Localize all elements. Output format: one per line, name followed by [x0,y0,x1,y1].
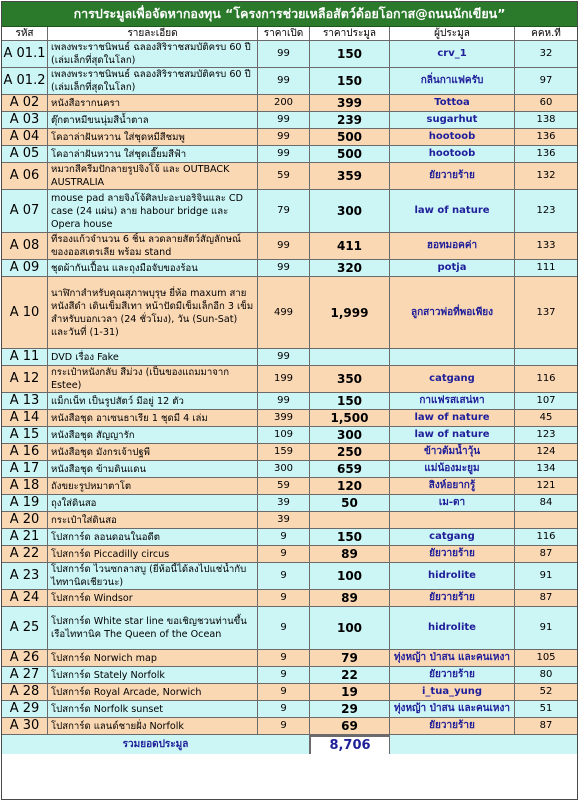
bidder-name: กาแฟรสเสน่หา [390,393,515,409]
header-comment-no: คคห.ที่ [531,27,561,39]
item-code: A 12 [2,366,48,392]
opening-price: 9 [258,529,310,545]
item-description-text: ตุ๊กตาหมีขนนุ่มสีน้ำตาล [51,114,149,126]
item-description-text: ถุงใส่ดินสอ [51,497,97,509]
item-code: A 14 [2,410,48,426]
sheet-title: การประมูลเพื่อจัดหากองทุน “โครงการช่วยเหลือสัตว์ด้อยโอกาส@ถนนนักเขียน” [2,2,577,27]
opening-price: 99 [258,41,310,67]
item-code: A 02 [2,95,48,111]
table-row [2,260,577,277]
item-description-text: แม็กเน็ท เป็นรูปสัตว์ มีอยู่ 12 ตัว [51,395,184,407]
opening-price: 499 [258,277,310,348]
item-description-text: โปสการ์ด White star line ขอเชิญชวนท่านขึ้นเรือไททานิค The Queen of the Ocean [51,616,247,640]
item-description-text: โปสการ์ด Norwich map [51,652,157,664]
table-row [2,444,577,461]
bid-price: 89 [310,546,390,562]
bidder-name: ยัยวายร้าย [390,163,515,189]
item-code: A 23 [2,563,48,589]
opening-price: 99 [258,68,310,94]
item-description-text: โปสการ์ด ลอนดอนในอดีต [51,531,160,543]
table-row [2,190,577,233]
bid-price: 1,500 [310,410,390,426]
opening-price: 9 [258,701,310,717]
comment-number: 91 [515,563,577,589]
bidder-name: ยัยวายร้าย [390,718,515,734]
item-description-text: ถังขยะรูปหมาตาโต [51,480,132,492]
bid-price: 399 [310,95,390,111]
item-description-text: ที่รองแก้วจำนวน 6 ชิ้น ลวดลายสัตว์สัญลักษณ์ของออสเตรเลีย พร้อม stand [51,234,241,258]
opening-price: 79 [258,190,310,232]
bid-price: 150 [310,529,390,545]
item-description [48,146,258,162]
comment-number: 60 [515,95,577,111]
comment-number [515,512,577,528]
item-description-text: หนังสือรากนครา [51,97,121,109]
item-description [48,233,258,259]
bidder-name: hootoob [390,146,515,162]
opening-price: 99 [258,129,310,145]
table-row [2,684,577,701]
item-code: A 20 [2,512,48,528]
bid-price: 411 [310,233,390,259]
item-description-text: โปสการ์ด Windsor [51,592,133,604]
item-code: A 30 [2,718,48,734]
opening-price: 159 [258,444,310,460]
table-row [2,410,577,427]
item-description [48,590,258,606]
opening-price: 9 [258,684,310,700]
comment-number: 137 [515,277,577,348]
comment-number: 134 [515,461,577,477]
comment-number: 45 [515,410,577,426]
item-description-text: โปสการ์ด Piccadilly circus [51,548,170,560]
table-row [2,512,577,529]
bid-price: 100 [310,607,390,649]
item-description-text: เพลงพระราชนิพนธ์ ฉลองสิริราชสมบัติครบ 60 ปี (เล่มเล็กที่สุดในโลก) [51,69,251,93]
item-description [48,68,258,94]
opening-price: 99 [258,233,310,259]
comment-number [515,349,577,365]
item-description-text: กระเป๋าใส่ดินสอ [51,514,117,526]
bidder-name: Tottoa [390,95,515,111]
table-row [2,129,577,146]
comment-number: 32 [515,41,577,67]
bid-price: 79 [310,650,390,666]
item-code: A 03 [2,112,48,128]
item-description [48,260,258,276]
item-description [48,277,258,348]
item-code: A 01.2 [2,68,48,94]
total-row [2,735,577,754]
bidder-name: ฮอทมอคค่า [390,233,515,259]
bid-price: 500 [310,146,390,162]
bid-price: 120 [310,478,390,494]
bid-price: 320 [310,260,390,276]
bid-price: 500 [310,129,390,145]
table-row [2,718,577,735]
item-code: A 06 [2,163,48,189]
opening-price: 200 [258,95,310,111]
item-description-text: นาฬิกาสำหรับคุณสุภาพบุรุษ ยี่ห้อ maxum สายหนังสีดำ เดินเข็มสีเทา หน้าปัดมีเข็มเล็กอีก 3 เข็มสำหรับบอกเวลา (24 ชั่วโมง), วัน (Sun-Sat) และวันที่ (1-31) [51,287,254,338]
bidder-name: ยัยวายร้าย [390,590,515,606]
bidder-name: กลิ่นกาแฟครับ [390,68,515,94]
bid-price: 1,999 [310,277,390,348]
auction-sheet [1,1,578,800]
opening-price: 59 [258,163,310,189]
item-description-text: หนังสือชุด สัญญารัก [51,429,135,441]
opening-price: 99 [258,393,310,409]
item-code: A 13 [2,393,48,409]
comment-number: 138 [515,112,577,128]
bidder-name: hootoob [390,129,515,145]
bid-price: 50 [310,495,390,511]
opening-price: 99 [258,146,310,162]
item-code: A 01.1 [2,41,48,67]
header-code: รหัส [2,27,48,40]
item-code: A 15 [2,427,48,443]
comment-number: 136 [515,129,577,145]
table-row [2,366,577,393]
bidder-name: potja [390,260,515,276]
bidder-name: catgang [390,366,515,392]
opening-price: 399 [258,410,310,426]
item-code: A 04 [2,129,48,145]
item-description-text: โปสการ์ด Norfolk sunset [51,703,164,715]
opening-price: 9 [258,546,310,562]
item-description-text: หนังสือชุด มังกรเจ้าปฐพี [51,446,150,458]
item-code: A 05 [2,146,48,162]
item-description [48,607,258,649]
table-body [2,41,577,735]
item-code: A 10 [2,277,48,348]
comment-number: 111 [515,260,577,276]
comment-number: 87 [515,718,577,734]
item-description-text: กระเป๋าหนังกลับ สีม่วง (เป็นของแถมมาจาก Estee) [51,367,230,391]
comment-number: 80 [515,667,577,683]
bid-price: 350 [310,366,390,392]
opening-price: 109 [258,427,310,443]
comment-number: 97 [515,68,577,94]
table-row [2,68,577,95]
bid-price: 19 [310,684,390,700]
item-description-text: โปสการ์ด Royal Arcade, Norwich [51,686,202,698]
bidder-name: crv_1 [390,41,515,67]
table-row [2,478,577,495]
item-description-text: ชุดผ้ากันเปื้อน และถุงมือจับของร้อน [51,262,198,274]
bidder-name: i_tua_yung [390,684,515,700]
comment-number: 124 [515,444,577,460]
table-row [2,427,577,444]
table-row [2,233,577,260]
bidder-name [390,349,515,365]
item-description [48,444,258,460]
bid-price: 69 [310,718,390,734]
item-code: A 16 [2,444,48,460]
bidder-name: hidrolite [390,607,515,649]
bidder-name: law of nature [390,190,515,232]
comment-number: 133 [515,233,577,259]
item-description-text: โปสการ์ด แลนด์ชายฝั่ง Norfolk [51,720,184,732]
item-description [48,112,258,128]
item-description-text: หนังสือชุด ข้ามดินแดน [51,463,147,475]
item-description [48,393,258,409]
bidder-name: แม่น้องมะยูม [390,461,515,477]
opening-price: 300 [258,461,310,477]
table-row [2,41,577,68]
table-row [2,461,577,478]
opening-price: 9 [258,563,310,589]
opening-price: 9 [258,590,310,606]
comment-number: 136 [515,146,577,162]
item-code: A 22 [2,546,48,562]
item-description [48,718,258,734]
comment-number: 116 [515,529,577,545]
bidder-name: ทุ่งหญ้า ป่าสน และคนเหงา [390,650,515,666]
bid-price: 150 [310,41,390,67]
item-code: A 17 [2,461,48,477]
total-value: 8,706 [310,735,390,754]
opening-price: 59 [258,478,310,494]
item-description-text: โคอาล่าฝันหวาน ใส่ชุดหมีสีชมพู [51,131,185,143]
bidder-name: hidrolite [390,563,515,589]
bid-price: 239 [310,112,390,128]
item-code: A 11 [2,349,48,365]
bidder-name: ลูกสาวพ่อที่พอเพียง [390,277,515,348]
bid-price: 89 [310,590,390,606]
bidder-name: sugarhut [390,112,515,128]
bid-price: 300 [310,427,390,443]
item-code: A 08 [2,233,48,259]
bidder-name: law of nature [390,410,515,426]
comment-number: 123 [515,190,577,232]
item-description [48,41,258,67]
opening-price: 9 [258,718,310,734]
comment-number: 87 [515,546,577,562]
bid-price: 29 [310,701,390,717]
table-row [2,563,577,590]
item-description-text: หมวกสีครีมปักลายรูปจิงโจ้ และ OUTBACK AUSTRALIA [51,164,230,188]
item-description-text: โปสการ์ด ไวนซกลาสบู (ยี่ห้อนี้ได้ลงไปแช่น้ำกับไททานิคเชียวนะ) [51,564,247,588]
item-description-text: เพลงพระราชนิพนธ์ ฉลองสิริราชสมบัติครบ 60 ปี (เล่มเล็กที่สุดในโลก) [51,42,251,66]
bid-price: 150 [310,393,390,409]
table-row [2,667,577,684]
comment-number: 84 [515,495,577,511]
bid-price: 100 [310,563,390,589]
item-code: A 27 [2,667,48,683]
table-row [2,95,577,112]
bidder-name: catgang [390,529,515,545]
comment-number: 105 [515,650,577,666]
bidder-name: law of nature [390,427,515,443]
item-description-text: mouse pad ลายจิงโจ้ศิลปะอะบอริจินและ CD case (24 แผ่น) ลาย habour bridge และ Opera house [51,192,243,230]
item-code: A 28 [2,684,48,700]
item-code: A 25 [2,607,48,649]
comment-number: 116 [515,366,577,392]
item-description [48,478,258,494]
header-desc: รายละเอียด [48,27,258,40]
item-description-text: DVD เรื่อง Fake [51,351,119,363]
item-description [48,410,258,426]
item-code: A 19 [2,495,48,511]
comment-number: 51 [515,701,577,717]
item-description [48,512,258,528]
comment-number: 121 [515,478,577,494]
item-description [48,349,258,365]
header-bid-price: ราคาประมูล [310,27,390,40]
header-bidder: ผู้ประมูล [390,27,515,40]
comment-number: 123 [515,427,577,443]
opening-price: 9 [258,667,310,683]
header-row [2,27,577,41]
item-description [48,650,258,666]
item-description [48,129,258,145]
opening-price: 99 [258,260,310,276]
table-row [2,495,577,512]
opening-price: 99 [258,112,310,128]
table-row [2,650,577,667]
item-description-text: โปสการ์ด Stately Norfolk [51,669,165,681]
opening-price: 39 [258,512,310,528]
table-row [2,590,577,607]
bidder-name [390,512,515,528]
item-code: A 26 [2,650,48,666]
opening-price: 99 [258,349,310,365]
opening-price: 9 [258,607,310,649]
opening-price: 9 [258,650,310,666]
bidder-name: เม-ตา [390,495,515,511]
table-row [2,529,577,546]
comment-number: 107 [515,393,577,409]
item-description [48,366,258,392]
table-row [2,163,577,190]
item-description [48,546,258,562]
bidder-name: สิงห์อยากรู้ [390,478,515,494]
item-code: A 18 [2,478,48,494]
item-description-text: โคอาล่าฝันหวาน ใส่ชุดเอี๊ยมสีฟ้า [51,148,187,160]
comment-number: 52 [515,684,577,700]
item-code: A 29 [2,701,48,717]
item-description [48,163,258,189]
total-filler [390,735,577,754]
table-row [2,349,577,366]
item-description [48,563,258,589]
header-open-price: ราคาเปิด [258,27,310,40]
table-row [2,146,577,163]
bidder-name: ยัยวายร้าย [390,667,515,683]
comment-number: 91 [515,607,577,649]
bid-price: 22 [310,667,390,683]
total-label: รวมยอดประมูล [2,735,310,754]
table-row [2,607,577,650]
item-code: A 09 [2,260,48,276]
bid-price [310,512,390,528]
bid-price: 150 [310,68,390,94]
item-description-text: หนังสือชุด อาเซนธาเรีย 1 ชุดมี 4 เล่ม [51,412,208,424]
item-description [48,427,258,443]
bid-price: 250 [310,444,390,460]
table-row [2,277,577,349]
item-code: A 24 [2,590,48,606]
opening-price: 39 [258,495,310,511]
bidder-name: ข้าวต้มน้ำวุ้น [390,444,515,460]
bid-price: 359 [310,163,390,189]
item-description [48,95,258,111]
item-description [48,684,258,700]
item-description [48,495,258,511]
bidder-name: ทุ่งหญ้า ป่าสน และคนเหงา [390,701,515,717]
table-row [2,701,577,718]
table-row [2,393,577,410]
bid-price: 659 [310,461,390,477]
bid-price: 300 [310,190,390,232]
item-description [48,667,258,683]
item-description [48,461,258,477]
item-description [48,190,258,232]
table-row [2,546,577,563]
comment-number: 132 [515,163,577,189]
item-description [48,529,258,545]
item-code: A 07 [2,190,48,232]
opening-price: 199 [258,366,310,392]
bidder-name: ยัยวายร้าย [390,546,515,562]
comment-number: 87 [515,590,577,606]
bid-price [310,349,390,365]
item-code: A 21 [2,529,48,545]
item-description [48,701,258,717]
table-row [2,112,577,129]
